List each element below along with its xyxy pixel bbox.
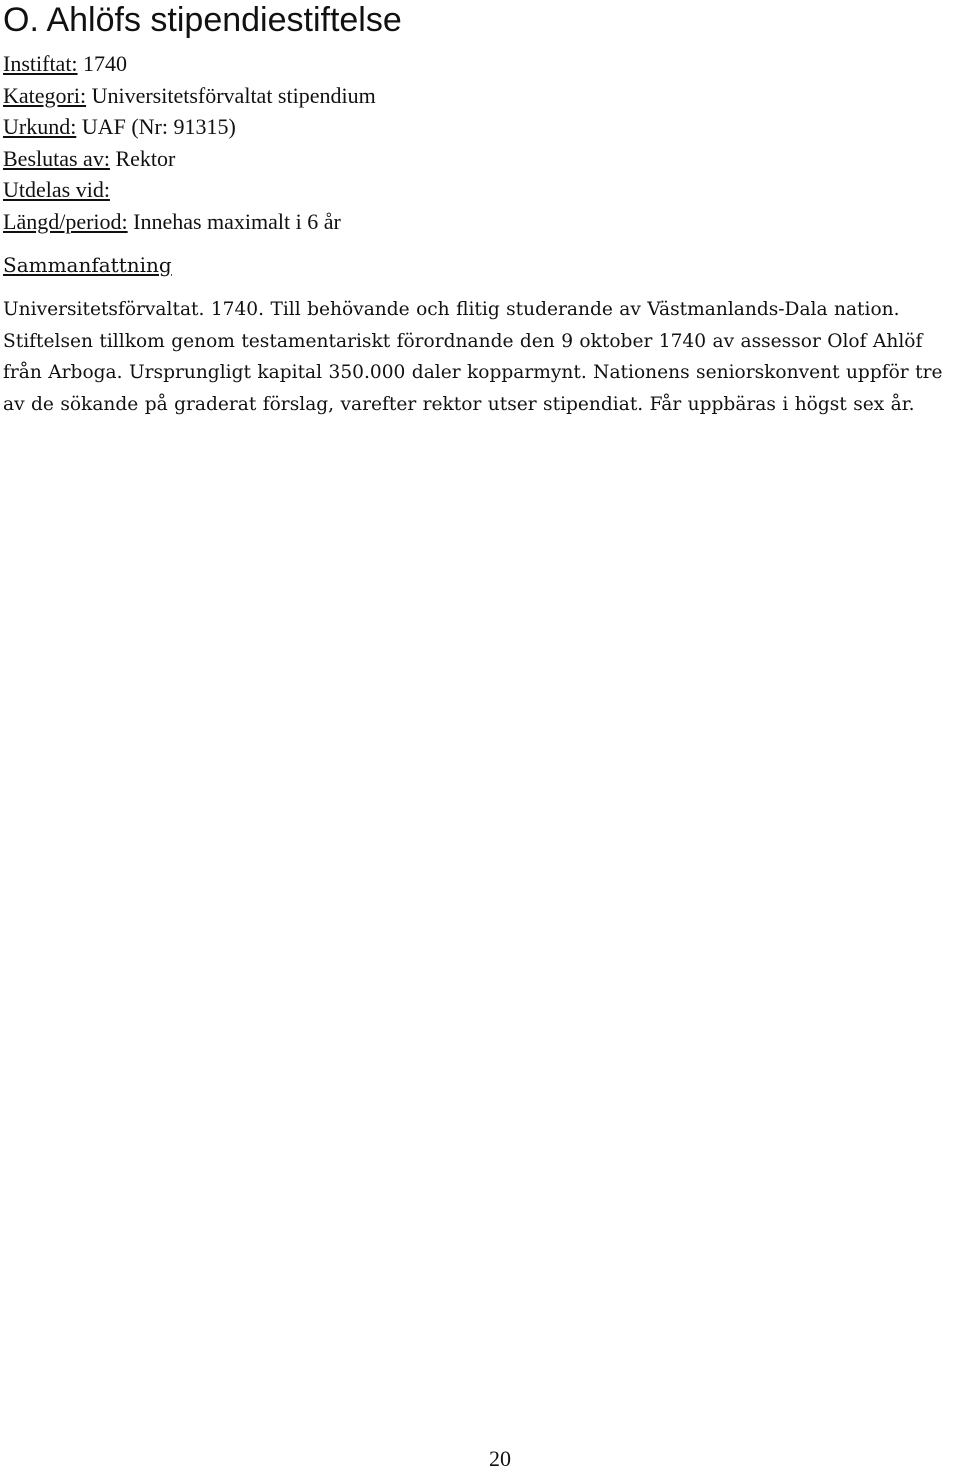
field-utdelas-vid	[3, 174, 376, 206]
field-value: Rektor	[109, 145, 176, 171]
summary-heading: Sammanfattning	[3, 253, 172, 277]
field-label: Beslutas av:	[3, 145, 110, 171]
page-number: 20	[489, 1446, 511, 1471]
field-instiftat	[3, 48, 376, 80]
field-kategori	[3, 80, 376, 112]
field-label: Längd/period:	[3, 208, 128, 234]
field-list	[3, 48, 376, 237]
field-value: Innehas maximalt i 6 år	[127, 208, 341, 234]
field-value: Universitetsförvaltat stipendium	[86, 82, 376, 108]
field-urkund	[3, 111, 376, 143]
field-label: Utdelas vid:	[3, 177, 110, 202]
field-beslutas-av	[3, 143, 376, 175]
field-label: Kategori:	[3, 82, 87, 108]
field-value: 1740	[77, 51, 128, 76]
summary-text: Universitetsförvaltat. 1740. Till behövande och flitig studerande av Västmanlands-Dala nation. Stiftelsen tillkom genom testamentariskt förordnande den 9 oktober 1740 av assessor Olof Ahlöf från Arboga. Ursprungligt kapital 350.000 daler kopparmynt. Nationens seniorskonvent uppför tre av de sökande på graderat förslag, varefter rektor utser stipendiat. Får uppbäras i högst sex år.	[3, 299, 943, 415]
page-title: O. Ahlöfs stipendiestiftelse	[3, 1, 402, 39]
field-value: UAF (Nr: 91315)	[76, 114, 236, 139]
field-label: Urkund:	[3, 114, 77, 139]
field-langd-period	[3, 206, 376, 238]
field-label: Instiftat:	[3, 51, 78, 76]
